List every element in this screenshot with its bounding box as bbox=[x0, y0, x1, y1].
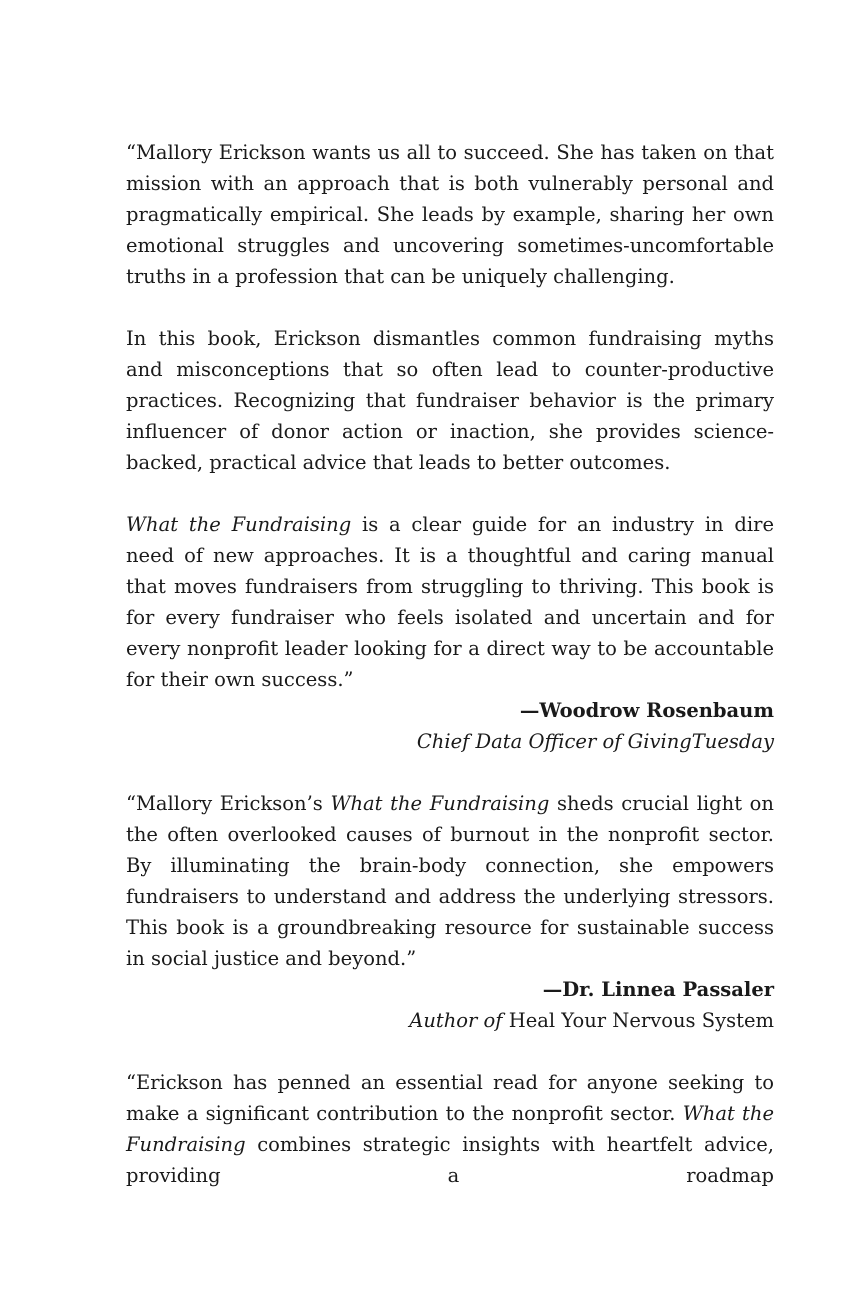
endorser-name: —Dr. Linnea Passaler bbox=[542, 978, 774, 1001]
book-title: What the Fundraising bbox=[126, 1102, 774, 1156]
book-title: What the Fundraising bbox=[330, 792, 550, 815]
endorser-title: Chief Data Officer of GivingTuesday bbox=[416, 730, 774, 753]
quote-text: sheds crucial light on the often overlooked causes of burnout in the nonprofit sector. By illuminating the brain-body connection, she empowers fundraisers to understand and address the underlying stressors. This book is a groundbreaking resource for sustainable success in social justice and beyond.” bbox=[126, 792, 774, 970]
quote-text: “Mallory Erickson wants us all to succeed. She has taken on that mission with an approach that is both vulnerably personal and pragmatically empirical. She leads by example, sharing her own emotional struggles and uncovering sometimes-uncomfortable truths in a profession that can be uniquely challenging. bbox=[126, 141, 774, 288]
endorser-title: Author of Heal Your Nervous System bbox=[409, 1009, 774, 1032]
quote-text: “Mallory Erickson’s bbox=[126, 792, 331, 815]
endorsement-woodrow-rosenbaum bbox=[126, 137, 774, 757]
endorsement-paragraph bbox=[126, 509, 774, 695]
quote-text: In this book, Erickson dismantles common fundraising myths and misconceptions that so often lead to counter-productive practices. Recognizing that fundraiser behavior is the primary influencer of donor action or inaction, she provides science-backed, practical advice that leads to better outcomes. bbox=[126, 327, 774, 474]
endorsement-paragraph bbox=[126, 1067, 774, 1191]
endorsement-third bbox=[126, 1067, 774, 1191]
endorsement-paragraph bbox=[126, 137, 774, 292]
endorser-name: —Woodrow Rosenbaum bbox=[519, 699, 774, 722]
endorsement-linnea-passaler bbox=[126, 788, 774, 1036]
endorsements-page bbox=[126, 137, 774, 1191]
quote-text: “Erickson has penned an essential read for anyone seeking to make a significant contribution to the nonprofit sector. bbox=[126, 1071, 774, 1125]
book-title: What the Fundraising bbox=[126, 513, 352, 536]
quote-text: is a clear guide for an industry in dire need of new approaches. It is a thoughtful and caring manual that moves fundraisers from struggling to thriving. This book is for every fundraiser who feels isolated and uncertain and for every nonprofit leader looking for a direct way to be accountable for their own success.” bbox=[126, 513, 774, 691]
endorsement-paragraph bbox=[126, 788, 774, 974]
endorsement-paragraph bbox=[126, 323, 774, 478]
quote-text: combines strategic insights with heartfelt advice, providing a roadmap bbox=[126, 1133, 774, 1187]
